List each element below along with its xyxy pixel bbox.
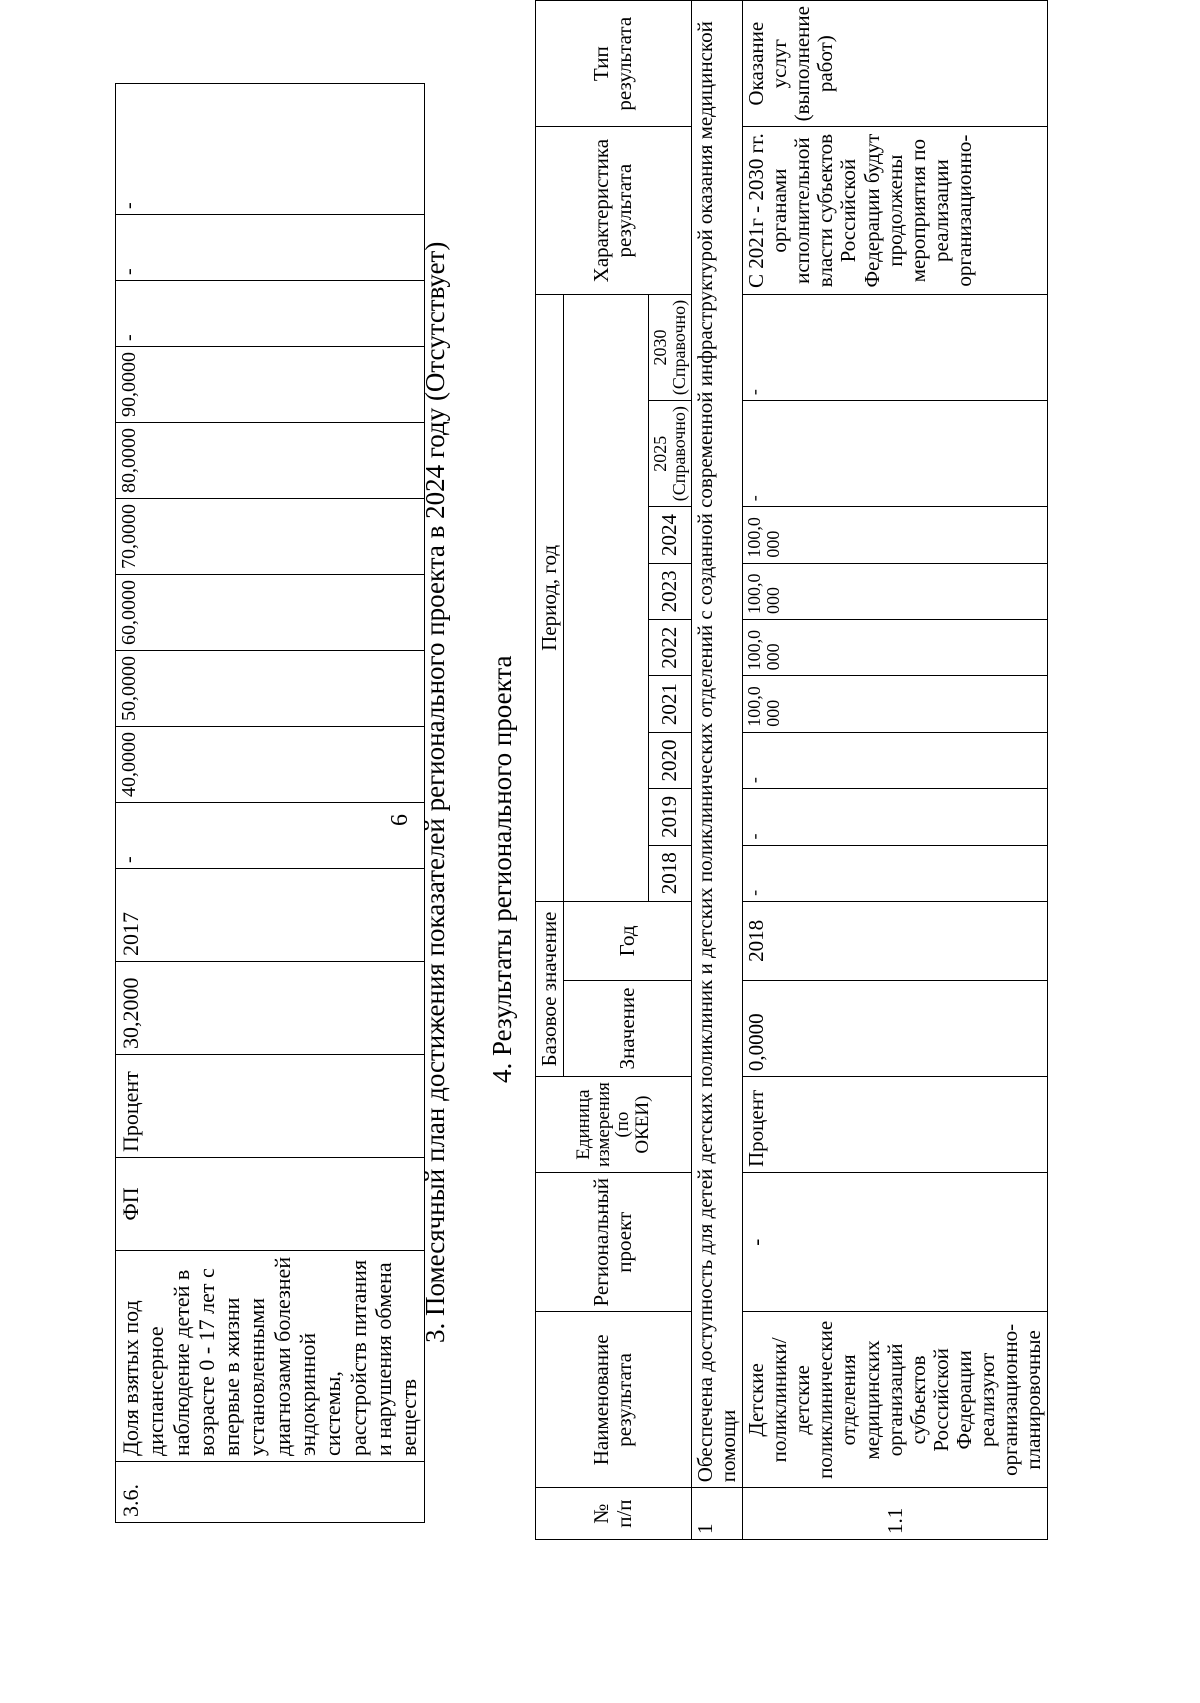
row-value: - (743, 789, 1048, 845)
row-regional-project: - (743, 1173, 1048, 1312)
row-base-value: 0,0000 (743, 980, 1048, 1076)
indicator-unit: Процент (116, 1055, 425, 1158)
section-heading-3: 3. Помесячный план достижения показателей регионального проекта в 2024 году (Отсутствует) (420, 241, 450, 1343)
indicator-value: - (116, 281, 425, 347)
row-number: 1.1 (743, 1488, 1048, 1540)
header-base-value: Значение (564, 980, 692, 1076)
header-characteristic: Характеристика результата (536, 127, 692, 294)
indicator-value: - (116, 803, 425, 869)
header-period: Период, год (536, 294, 564, 901)
row-value: 100,0000 (743, 507, 1048, 563)
table-row (691, 1, 742, 1540)
table-header-row (536, 1, 564, 1540)
row-value: - (743, 401, 1048, 507)
header-year: 2021 (649, 676, 692, 732)
row-value: - (743, 845, 1048, 901)
table-row (116, 84, 425, 1523)
table-row (743, 1, 1048, 1540)
row-value: 100,0000 (743, 676, 1048, 732)
indicator-name: Доля взятых под диспансерное наблюдение детей в возрасте 0 - 17 лет с впервые в жизни установленными диагнозами болезней эндокринной системы, расстройств питания и нарушения обмена веществ (116, 1251, 425, 1462)
indicator-base-year: 2017 (116, 869, 425, 962)
header-name: Наименование результата (536, 1312, 692, 1488)
row-value: 100,0000 (743, 563, 1048, 619)
row-value: - (743, 294, 1048, 400)
row-base-year: 2018 (743, 901, 1048, 980)
header-year: 2024 (649, 507, 692, 563)
row-name: Детские поликлиники/детские поликлинические отделения медицинских организаций субъектов Российской Федерации реализуют организационно-планировочные (743, 1312, 1048, 1488)
indicator-number: 3.6. (116, 1462, 425, 1523)
row-value: - (743, 732, 1048, 788)
indicator-table (115, 83, 425, 1523)
header-year: 2023 (649, 563, 692, 619)
indicator-level: ФП (116, 1158, 425, 1251)
header-type: Тип результата (536, 1, 692, 127)
section-heading-4: 4. Результаты регионального проекта (487, 655, 517, 1083)
header-base: Базовое значение (536, 901, 564, 1076)
header-regional-project: Региональный проект (536, 1173, 692, 1312)
indicator-value: 50,0000 (116, 651, 425, 727)
results-table (535, 0, 1048, 1540)
indicator-value: 90,0000 (116, 347, 425, 423)
header-year: 2020 (649, 732, 692, 788)
section-number: 1 (691, 1488, 742, 1540)
indicator-value: - (116, 215, 425, 281)
header-year: 2018 (649, 845, 692, 901)
header-year: 2030 (Справочно) (649, 294, 692, 400)
header-year: 2025 (Справочно) (649, 401, 692, 507)
header-base-year: Год (564, 901, 692, 980)
page-number: 6 (387, 814, 413, 826)
header-year: 2019 (649, 789, 692, 845)
header-num: № п/п (536, 1488, 692, 1540)
indicator-value: 60,0000 (116, 575, 425, 651)
row-type: Оказание услуг (выполнение работ) (743, 1, 1048, 127)
indicator-value: - (116, 84, 425, 215)
header-unit: Единица измерения (по ОКЕИ) (536, 1077, 692, 1173)
row-value: 100,0000 (743, 620, 1048, 676)
section-title: Обеспечена доступность для детей детских поликлиник и детских поликлинических отделений с созданной современной инфраструктурой оказания медицинской помощи (691, 1, 742, 1488)
indicator-base-value: 30,2000 (116, 962, 425, 1055)
header-year: 2022 (649, 620, 692, 676)
indicator-value: 70,0000 (116, 499, 425, 575)
indicator-value: 80,0000 (116, 423, 425, 499)
header-period-spacer (564, 294, 649, 901)
row-characteristic: С 2021г - 2030 гг. органами исполнительной власти субъектов Российской Федерации будут продолжены мероприятия по реализации организационно- (743, 127, 1048, 294)
row-unit: Процент (743, 1077, 1048, 1173)
indicator-value: 40,0000 (116, 727, 425, 803)
